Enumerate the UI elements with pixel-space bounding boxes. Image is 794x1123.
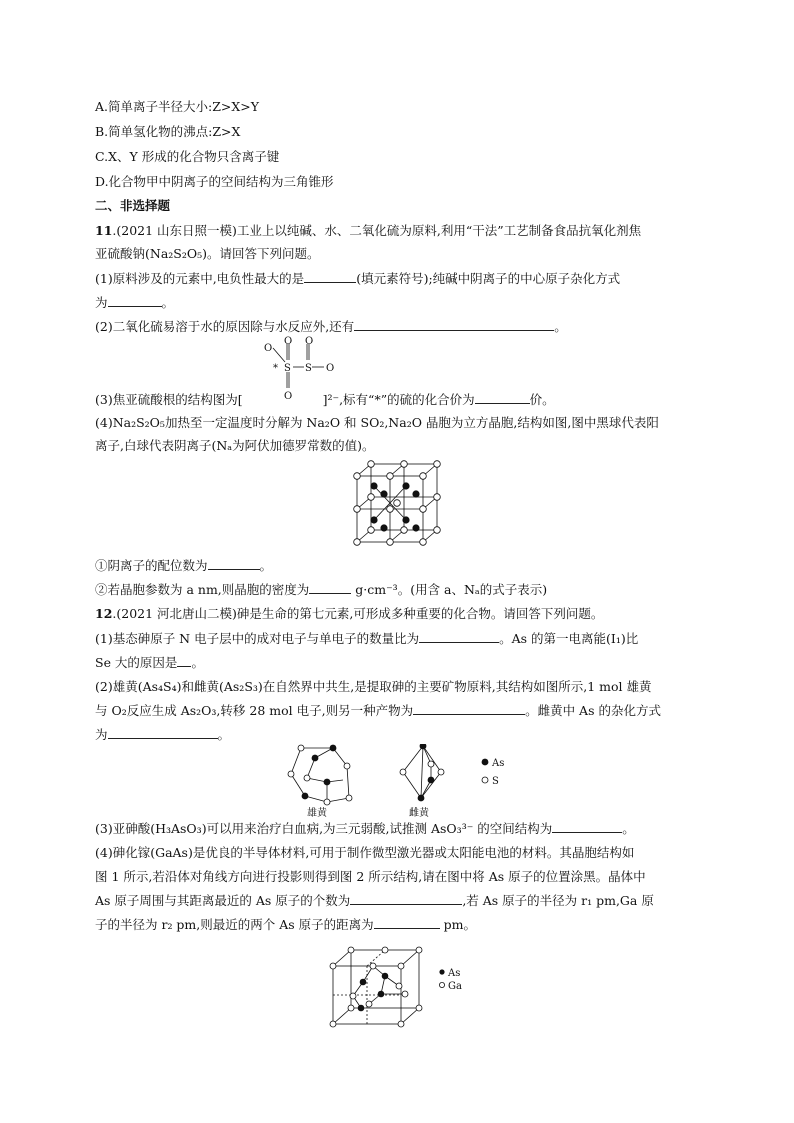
legend-s-label: S	[492, 776, 499, 787]
q12-p2-text-b: 与 O₂反应生成 As₂O₃,转移 28 mol 电子,则另一种产物为	[95, 703, 414, 718]
q12-p1-text-b: 。As 的第一电离能(I₁)比	[499, 631, 639, 646]
legend-as-label: As	[448, 968, 461, 979]
q12-part2-line1: (2)雄黄(As₄S₄)和雌黄(As₂S₃)在自然界中共生,是提取砷的主要矿物原料,其结构如图所示,1 mol 雄黄	[95, 679, 652, 694]
q10-option-b: B.简单氢化物的沸点:Z>X	[95, 124, 241, 139]
q11-part2	[95, 318, 567, 336]
q11-part4-line2: 离子,白球代表阴离子(Nₐ为阿伏加德罗常数的值)。	[95, 438, 375, 453]
q11-number: 11	[95, 223, 113, 238]
q12-intro	[95, 605, 603, 623]
answer-blank[interactable]	[108, 294, 162, 307]
q11-part1-line1	[95, 270, 620, 288]
q10-option-d: D.化合物甲中阴离子的空间结构为三角锥形	[95, 174, 334, 189]
oxygen-atom: O	[284, 391, 293, 402]
q12-p4-text-e: 子的半径为 r₂ pm,则最近的两个 As 原子的距离为	[95, 917, 374, 932]
oxygen-atom: O	[305, 336, 314, 347]
q12-p1-text-c: Se 大的原因是	[95, 655, 178, 670]
answer-blank[interactable]	[350, 892, 462, 905]
answer-blank[interactable]	[419, 630, 499, 643]
q12-intro-text: 砷是生命的第七元素,可形成多种重要的化合物。请回答下列问题。	[236, 606, 604, 621]
q12-p2-text-d: 为	[95, 727, 108, 742]
q11-part6	[95, 581, 547, 599]
q11-p5-text-b: 。	[259, 558, 273, 573]
orpiment-label: 雌黄	[409, 808, 429, 818]
q11-intro-line2: 亚硫酸钠(Na₂S₂O₅)。请回答下列问题。	[95, 246, 320, 261]
q12-p2-text-e: 。	[217, 727, 231, 742]
answer-blank[interactable]	[552, 820, 622, 833]
q12-part2-line3	[95, 726, 230, 744]
q12-p4-text-d: ,若 As 原子的半径为 r₁ pm,Ga 原	[462, 893, 654, 908]
q12-part1-line1	[95, 630, 638, 648]
q12-part4-line1: (4)砷化镓(GaAs)是优良的半导体材料,可用于制作微型激光器或太阳能电池的材料。其晶胞结构如	[95, 845, 635, 860]
q11-p6-text-a: ②若晶胞参数为 a nm,则晶胞的密度为	[95, 582, 310, 597]
q11-p3-text-b: ]²⁻,标有“*”的硫的化合价为	[322, 392, 475, 407]
q12-part2-line2	[95, 702, 661, 720]
sulfur-atom: S	[284, 363, 291, 374]
answer-blank[interactable]	[475, 391, 530, 404]
q12-source: .(2021 河北唐山二模)	[112, 606, 237, 621]
q11-p1-text-b: (填元素符号);纯碱中阴离子的中心原子杂化方式	[356, 271, 621, 286]
q11-p1-text-a: (1)原料涉及的元素中,电负性最大的是	[95, 271, 305, 286]
q12-part1-line2	[95, 654, 204, 672]
na2o-crystal-cell-figure	[352, 460, 442, 550]
q11-p1-text-d: 。	[161, 295, 175, 310]
oxygen-atom: O	[326, 363, 335, 374]
realgar-label: 雄黄	[307, 808, 327, 818]
realgar-orpiment-figure	[285, 744, 515, 818]
q10-option-a: A.简单离子半径大小:Z>X>Y	[95, 99, 259, 114]
q11-part3	[95, 391, 555, 409]
q11-p2-text-b: 。	[554, 319, 567, 334]
sulfur-atom: S	[305, 363, 312, 374]
answer-blank[interactable]	[108, 726, 218, 739]
q12-p4-text-f: pm。	[439, 917, 476, 932]
q11-part5	[95, 557, 272, 575]
q12-part4-line4	[95, 916, 476, 934]
answer-blank[interactable]	[374, 916, 440, 929]
q11-p3-text-c: 价。	[529, 392, 555, 407]
oxygen-atom: O	[284, 336, 293, 347]
q12-p3-text-b: 。	[622, 821, 635, 836]
legend-as-label: As	[492, 758, 505, 769]
q11-part4-line1: (4)Na₂S₂O₅加热至一定温度时分解为 Na₂O 和 SO₂,Na₂O 晶胞为立方晶胞,结构如图,图中黑球代表阳	[95, 415, 659, 430]
q12-part4-line2: 图 1 所示,若沿体对角线方向进行投影则得到图 2 所示结构,请在图中将 As 原子的位置涂黑。晶体中	[95, 869, 646, 884]
section-title: 二、非选择题	[95, 198, 171, 213]
q12-part3	[95, 820, 635, 838]
q12-p1-text-d: 。	[191, 655, 204, 670]
gaas-crystal-cell-figure	[325, 946, 475, 1028]
q12-p1-text-a: (1)基态砷原子 N 电子层中的成对电子与单电子的数量比为	[95, 631, 420, 646]
q11-source: .(2021 山东日照一模)	[112, 223, 237, 238]
answer-blank[interactable]	[208, 557, 260, 570]
oxygen-atom: O	[264, 343, 273, 354]
answer-blank[interactable]	[413, 702, 525, 715]
q11-p5-text-a: ①阴离子的配位数为	[95, 558, 208, 573]
answer-blank[interactable]	[309, 581, 351, 594]
q11-p6-text-b: g·cm⁻³。(用含 a、Nₐ的式子表示)	[351, 582, 548, 597]
q11-intro-line1	[95, 222, 641, 240]
q12-p2-text-c: 。雌黄中 As 的杂化方式	[525, 703, 661, 718]
q11-p2-text-a: (2)二氧化硫易溶于水的原因除与水反应外,还有	[95, 319, 355, 334]
q12-part4-line3	[95, 892, 654, 910]
q11-intro1: 工业上以纯碱、水、二氧化硫为原料,利用“干法”工艺制备食品抗氧化剂焦	[236, 223, 642, 238]
star-mark: *	[273, 363, 278, 374]
q12-p4-text-c: As 原子周围与其距离最近的 As 原子的个数为	[95, 893, 351, 908]
q10-option-c: C.X、Y 形成的化合物只含离子键	[95, 149, 280, 164]
answer-blank[interactable]	[304, 270, 356, 283]
q12-p3-text-a: (3)亚砷酸(H₃AsO₃)可以用来治疗白血病,为三元弱酸,试推测 AsO₃³⁻ 的空间结构为	[95, 821, 553, 836]
q11-part1-line2	[95, 294, 174, 312]
answer-blank[interactable]	[354, 318, 554, 331]
q11-p1-text-c: 为	[95, 295, 108, 310]
legend-ga-label: Ga	[448, 981, 462, 992]
answer-blank[interactable]	[177, 654, 191, 667]
q11-p3-text-a: (3)焦亚硫酸根的结构图为[	[95, 392, 243, 407]
q12-number: 12	[95, 606, 113, 621]
